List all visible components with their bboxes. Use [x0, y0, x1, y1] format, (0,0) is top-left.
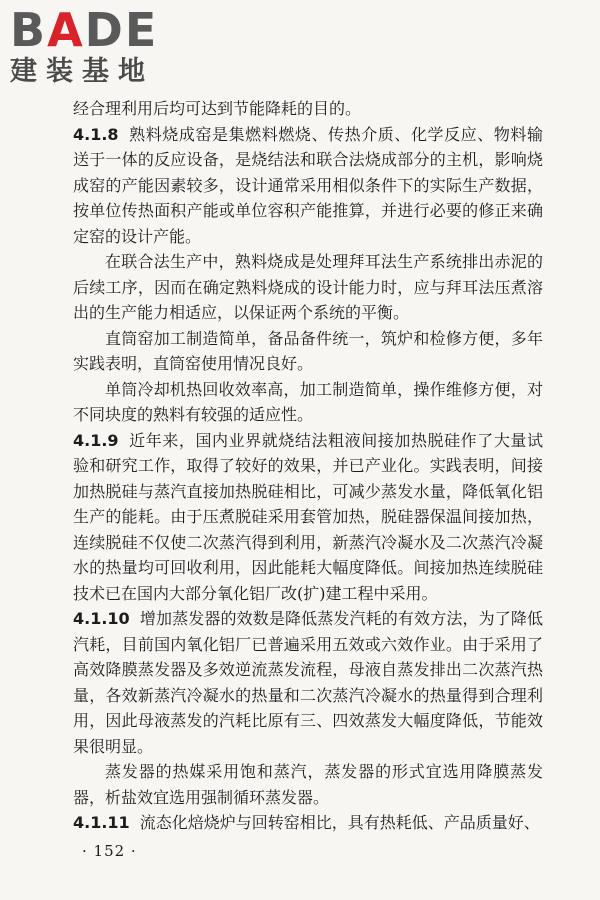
page-number: · 152 ·: [82, 842, 137, 860]
paragraph: 蒸发器的热媒采用饱和蒸汽，蒸发器的形式宜选用降膜蒸发器，析盐效宜选用强制循环蒸发器。: [73, 762, 543, 807]
logo-subtitle: 建装基地: [10, 56, 154, 87]
clause-number: 4.1.10: [73, 609, 130, 628]
clause-4-1-9: 4.1.9 近年来，国内业界就烧结法粗液间接加热脱硅作了大量试验和研究工作，取得了较好的效果，并已产业化。实践表明，间接加热脱硅与蒸汽直接加热脱硅相比，可减少蒸发水量，降低氧化铝生产的能耗。由于压煮脱硅采用套管加热，脱硅器保温间接加热，连续脱硅不仅使二次蒸汽得到利用，新蒸汽冷凝水及二次蒸汽冷凝水的热量均可回收利用，因此能耗大幅度降低。间接加热连续脱硅技术已在国内大部分氧化铝厂改(扩)建工程中采用。: [73, 430, 543, 603]
page-body: [73, 96, 543, 836]
clause-4-1-10: 4.1.10 增加蒸发器的效数是降低蒸发汽耗的有效方法，为了降低汽耗，目前国内氧化铝厂已普遍采用五效或六效作业。由于采用了高效降膜蒸发器及多效逆流蒸发流程，母液自蒸发排出二次蒸汽热量，各效新蒸汽冷凝水的热量和二次蒸汽冷凝水的热量得到合理利用，因此母液蒸发的汽耗比原有三、四效蒸发大幅度降低，节能效果很明显。: [73, 609, 543, 756]
clause-number: 4.1.9: [73, 430, 119, 450]
clause-4-1-11: 4.1.11 流态化焙烧炉与回转窑相比，具有热耗低、产品质量好、: [73, 813, 540, 832]
paragraph: 单筒冷却机热回收效率高，加工制造简单，操作维修方便，对不同块度的熟料有较强的适应性。: [73, 379, 543, 424]
bade-logo: [10, 3, 180, 88]
clause-number: 4.1.11: [73, 813, 130, 832]
paragraph: 经合理利用后均可达到节能降耗的目的。: [73, 99, 362, 118]
clause-4-1-8: 4.1.8 熟料烧成窑是集燃料燃烧、传热介质、化学反应、物料输送于一体的反应设备，是烧结法和联合法烧成部分的主机，影响烧成窑的产能因素较多，设计通常采用相似条件下的实际生产数据，按单位传热面积产能或单位容积产能推算，并进行必要的修正来确定窑的设计产能。: [73, 124, 543, 246]
paragraph: 在联合法生产中，熟料烧成是处理拜耳法生产系统排出赤泥的后续工序，因而在确定熟料烧成的设计能力时，应与拜耳法压煮溶出的生产能力相适应，以保证两个系统的平衡。: [73, 252, 543, 322]
paragraph: 直筒窑加工制造简单，备品备件统一，筑炉和检修方便，多年实践表明，直筒窑使用情况良好。: [73, 328, 543, 373]
logo-wordmark: BADE: [10, 3, 159, 57]
clause-number: 4.1.8: [73, 124, 119, 144]
